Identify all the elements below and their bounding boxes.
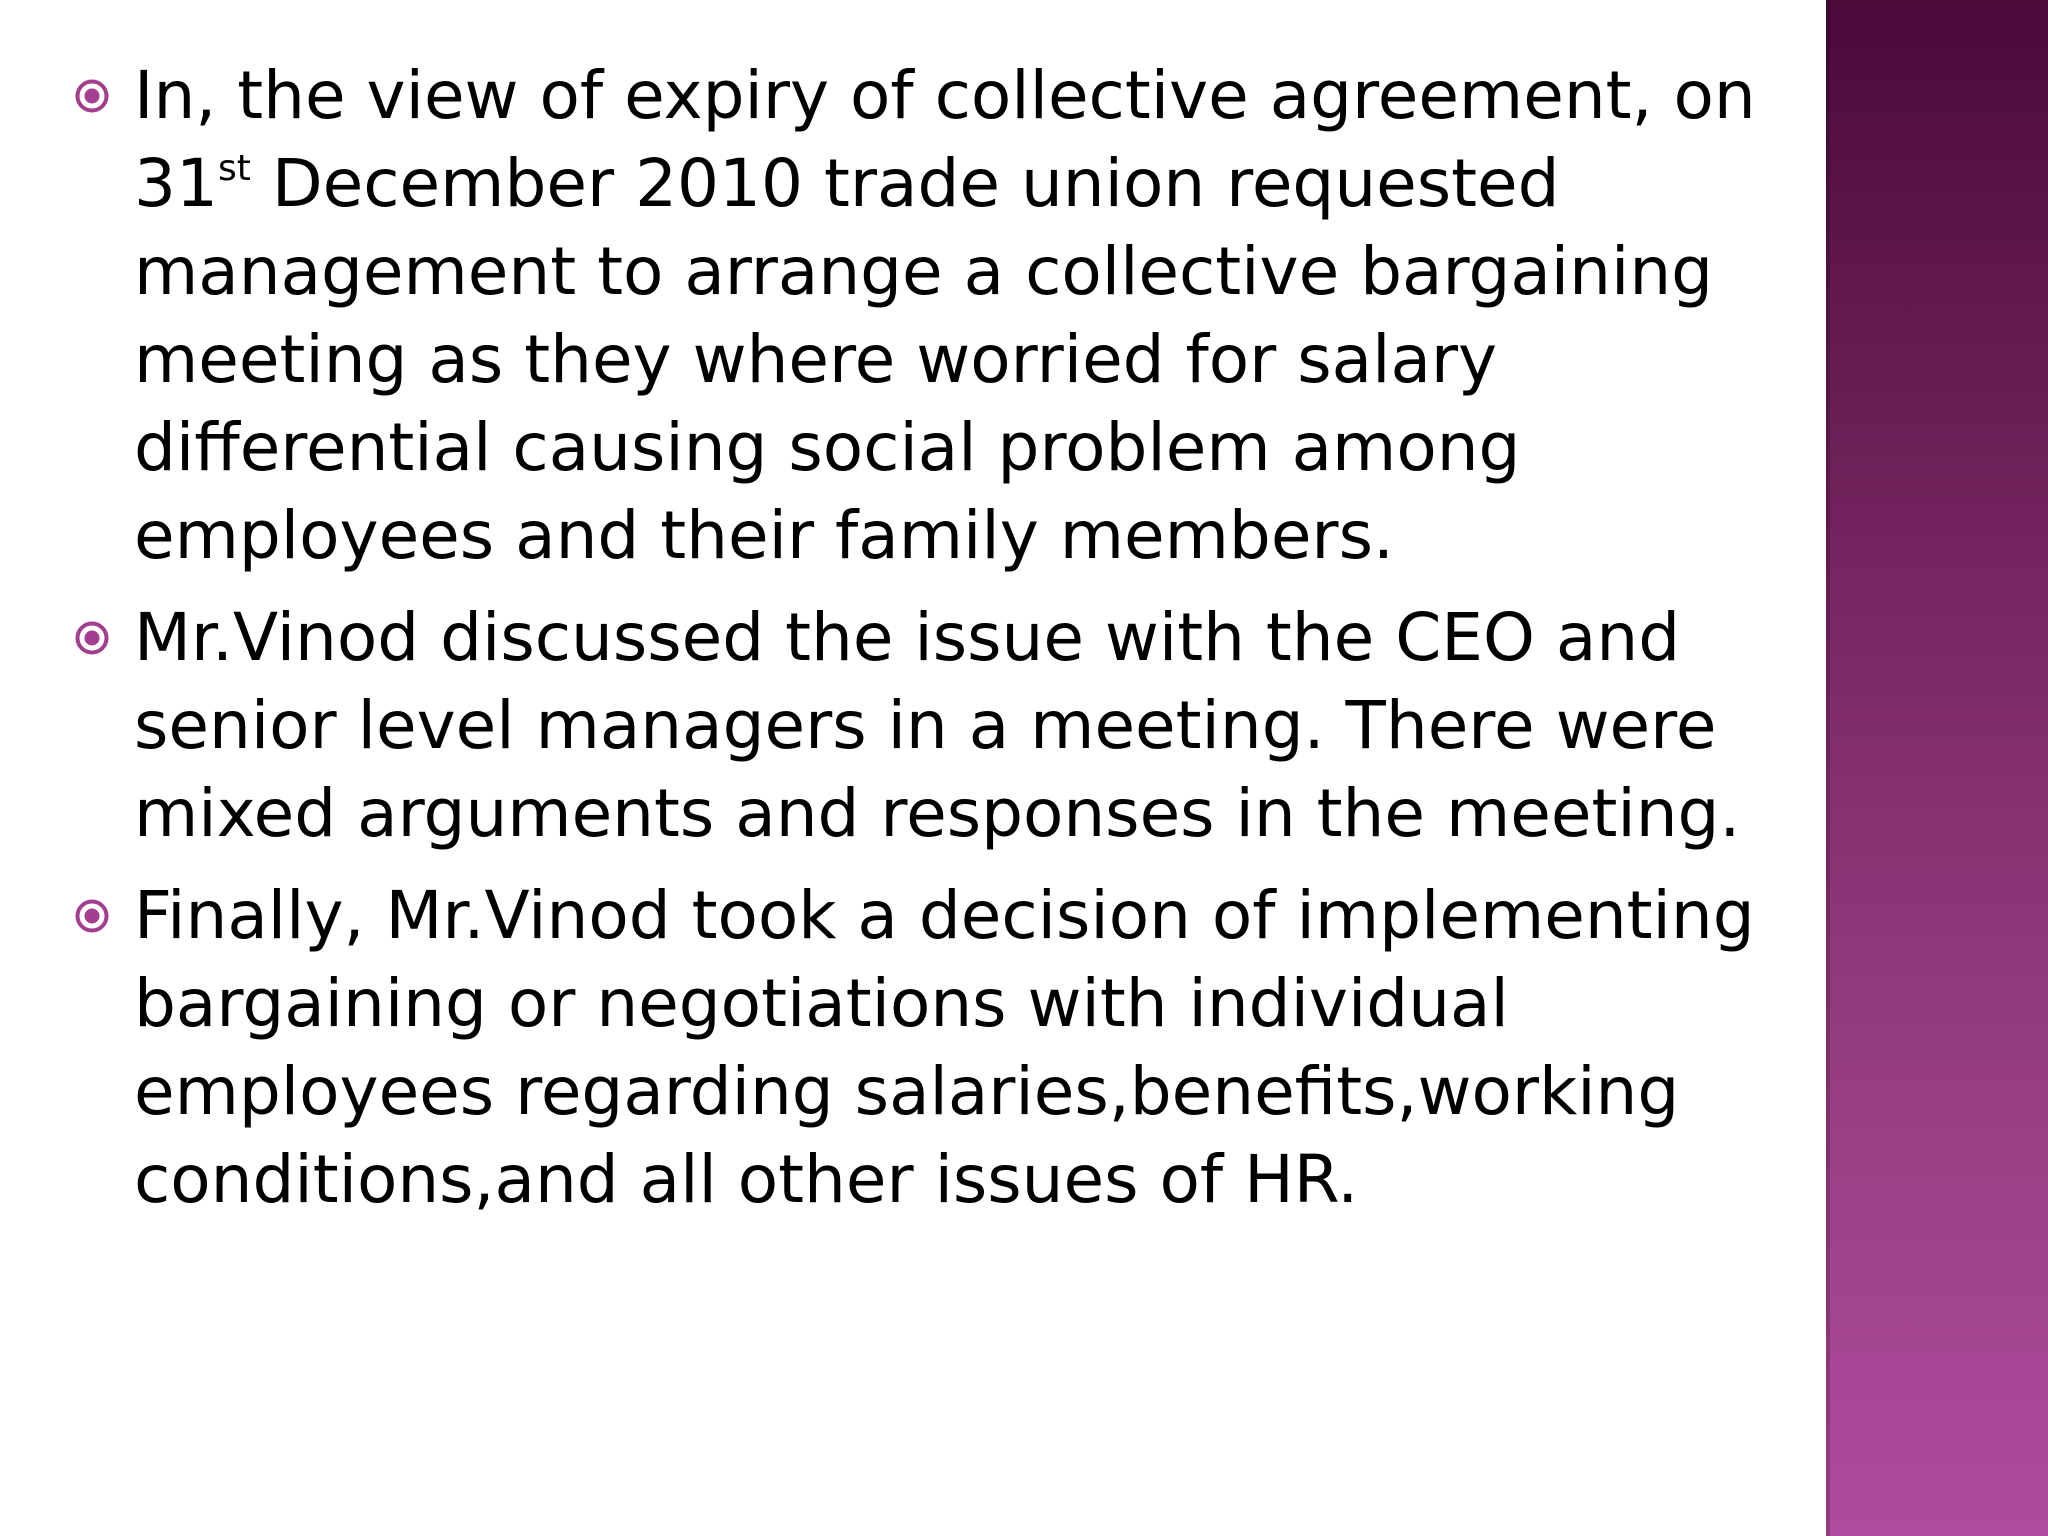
bullet-text-part-b: December 2010 trade union requested management to arrange a collective bargaining meeting as they where worried for salary differential causing social problem among employees and their family members. [134,145,1714,574]
circled-dot-icon [74,78,110,114]
decorative-side-band [1826,0,2048,1536]
bullet-item-decision [74,872,1794,1224]
circled-dot-icon [74,898,110,934]
bullet-list [74,52,1794,1224]
bullet-item-collective-agreement [74,52,1794,580]
circled-dot-icon [74,620,110,656]
slide-body [74,52,1794,1238]
bullet-text: Mr.Vinod discussed the issue with the CEO and senior level managers in a meeting. There were mixed arguments and responses in the meeting. [134,599,1741,852]
bullet-item-ceo-meeting [74,594,1794,858]
bullet-text-part-a: In, the view of expiry of collective agreement, on 31 [134,57,1756,222]
ordinal-suffix: st [217,148,251,189]
side-band-edge [1826,0,1830,1536]
bullet-text: Finally, Mr.Vinod took a decision of implementing bargaining or negotiations with individual employees regarding salaries,benefits,working conditions,and all other issues of HR. [134,877,1755,1218]
